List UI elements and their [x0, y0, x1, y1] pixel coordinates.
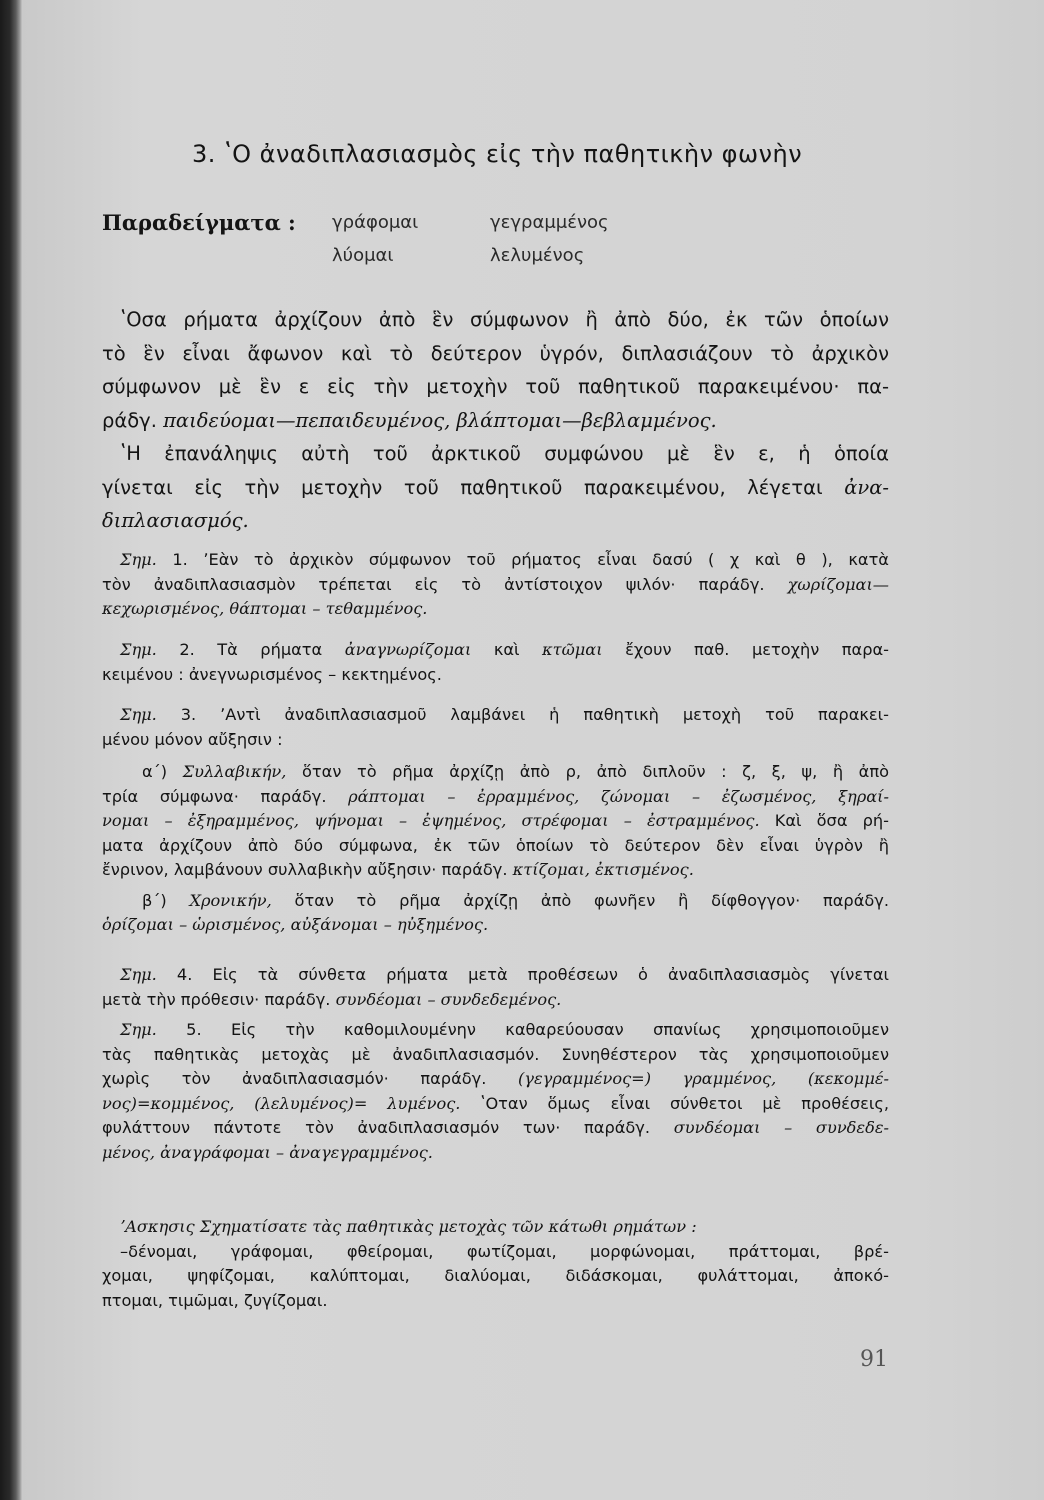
note-label: Σημ. [120, 640, 157, 659]
text-run: 4. Εἰς τὰ σύνθετα ρήματα μετὰ προθέσεων ὁ ἀναδιπλασιασμὸς γίνεται [176, 965, 889, 984]
text-line [102, 809, 889, 834]
example-italic: ἀναγνωρίζομαι [344, 640, 472, 659]
page-number: 91 [860, 1347, 888, 1372]
term-italic: Χρονικήν, [189, 890, 272, 910]
text-line [102, 963, 889, 988]
text-run: Καὶ ὅσα ρή- [759, 811, 889, 830]
text-line [102, 504, 889, 538]
text-line [102, 1067, 889, 1092]
text-line [102, 404, 889, 438]
text-line [102, 597, 889, 622]
text-line [102, 471, 889, 505]
text-run: τὸν ἀναδιπλασιασμὸν τρέπεται εἰς τὸ ἀντίστοιχον ψιλόν· παράδγ. [102, 574, 788, 594]
text-run: 3. ʼΑντὶ ἀναδιπλασιασμοῦ λαμβάνει ἡ παθητικὴ μετοχὴ τοῦ παρακει- [180, 705, 889, 724]
text-line [102, 760, 889, 785]
text-run: ʽΟταν ὅμως εἶναι σύνθετοι μὲ προθέσεις, [460, 1093, 889, 1113]
example-participle-2: λελυμένος [490, 245, 585, 266]
example-italic: κεχωρισμένος, θάπτομαι – τεθαμμένος. [102, 599, 428, 618]
note-1 [102, 548, 889, 622]
list-marker: α΄) [142, 762, 183, 781]
term-italic: διπλασιασμός. [102, 509, 249, 532]
text-run: ὅταν τὸ ρῆμα ἀρχίζῃ ἀπὸ φωνῆεν ἢ δίφθογγον· παράδγ. [271, 890, 889, 910]
text-line: τὰς παθητικὰς μετοχὰς μὲ ἀναδιπλασιασμόν. Συνηθέστερον τὰς χρησιμοποιοῦμεν [102, 1044, 889, 1064]
text-run: ἔνρινον, λαμβάνουν συλλαβικὴν αὔξησιν· παράδγ. [102, 860, 513, 879]
section-heading: 3. ʽΟ ἀναδιπλασιασμὸς εἰς τὴν παθητικὴν φωνὴν [192, 140, 803, 168]
text-line: μένου μόνον αὔξησιν : [102, 729, 283, 749]
term-italic: ἀνα- [844, 475, 889, 499]
note-2 [102, 638, 889, 687]
text-line: –δένομαι, γράφομαι, φθείρομαι, φωτίζομαι, μορφώνομαι, πράττομαι, βρέ- [120, 1241, 889, 1261]
text-run: τρία σύμφωνα· παράδγ. [102, 786, 349, 806]
text-run: 1. ʼΕὰν τὸ ἀρχικὸν σύμφωνον τοῦ ρήματος εἶναι δασύ ( χ καὶ θ ), κατὰ [172, 550, 889, 569]
example-italic: συνδέομαι – συνδεδεμένος. [335, 989, 562, 1009]
book-page [22, 0, 1044, 1500]
text-line [102, 1092, 889, 1117]
text-line [102, 573, 889, 598]
example-present-2: λύομαι [332, 245, 394, 266]
text-line: πτομαι, τιμῶμαι, ζυγίζομαι. [102, 1290, 328, 1310]
text-run: μετὰ τὴν πρόθεσιν· παράδγ. [102, 989, 336, 1009]
term-italic: Συλλαβικήν, [182, 762, 287, 781]
exercise-heading: ʼΑσκησις Σχηματίσατε τὰς παθητικὰς μετοχὰς τῶν κάτωθι ρημάτων : [120, 1217, 697, 1236]
example-italic: παιδεύομαι—πεπαιδευμένος, βλάπτομαι—βεβλαμμένος. [163, 408, 717, 432]
definition-paragraph [102, 437, 889, 538]
note-label: Σημ. [120, 705, 157, 724]
text-run: 5. Εἰς τὴν καθομιλουμένην καθαρεύουσαν σπανίως χρησιμοποιοῦμεν [186, 1020, 889, 1039]
example-participle-1: γεγραμμένος [490, 212, 609, 233]
text-line [102, 1116, 889, 1141]
examples-label: Παραδείγματα : [102, 210, 296, 235]
example-italic: (γεγραμμένος=) γραμμένος, (κεκομμέ- [517, 1069, 889, 1088]
text-run: χωρὶς τὸν ἀναδιπλασιασμόν· παράδγ. [102, 1069, 518, 1088]
note-label: Σημ. [120, 965, 157, 984]
example-italic: νος)=κομμένος, (λελυμένος)= λυμένος. [102, 1093, 461, 1113]
text-line [102, 785, 889, 810]
text-run: ράδγ. [102, 408, 164, 432]
example-present-1: γράφομαι [332, 212, 419, 233]
book-spine-shadow [0, 0, 22, 1500]
text-line: τὸ ἓν εἶναι ἄφωνον καὶ τὸ δεύτερον ὑγρόν, διπλασιάζουν τὸ ἀρχικὸν [102, 341, 889, 365]
example-italic: ράπτομαι – ἐρραμμένος, ζώνομαι – ἐζωσμένος, ξηραί- [348, 786, 889, 806]
example-italic: κτίζομαι, ἐκτισμένος. [512, 860, 694, 879]
note-3 [102, 703, 889, 938]
text-line [102, 548, 889, 573]
example-italic: μένος, ἀναγράφομαι – ἀναγεγραμμένος. [102, 1142, 433, 1162]
text-run: ὅταν τὸ ρῆμα ἀρχίζῃ ἀπὸ ρ, ἀπὸ διπλοῦν : ζ, ξ, ψ, ἢ ἀπὸ [286, 762, 889, 781]
text-line: σύμφωνον μὲ ἓν ε εἰς τὴν μετοχὴν τοῦ παθητικοῦ παρακειμένου· πα- [102, 375, 889, 398]
note-4 [102, 963, 889, 1012]
note-label: Σημ. [120, 1020, 157, 1039]
text-line: ʽΗ ἐπανάληψις αὐτὴ τοῦ ἀρκτικοῦ συμφώνου μὲ ἓν ε, ἡ ὁποία [120, 442, 889, 465]
example-italic: νομαι – ἐξηραμμένος, ψήνομαι – ἐψημένος, στρέφομαι – ἐστραμμένος. [102, 811, 760, 830]
text-run: καὶ [471, 640, 543, 659]
text-line [102, 889, 889, 914]
text-line: ματα ἀρχίζουν ἀπὸ δύο σύμφωνα, ἐκ τῶν ὁποίων τὸ δεύτερον δὲν εἶναι ὑγρὸν ἢ [102, 835, 889, 855]
text-line: ʽΟσα ρήματα ἀρχίζουν ἀπὸ ἓν σύμφωνον ἢ ἀπὸ δύο, ἐκ τῶν ὁποίων [120, 308, 889, 331]
example-italic: συνδέομαι – συνδεδε- [673, 1118, 889, 1137]
text-run: ἔχουν παθ. μετοχὴν παρα- [602, 640, 889, 659]
text-line [102, 1141, 889, 1166]
list-marker: β΄) [142, 890, 190, 910]
rule-paragraph [102, 303, 889, 437]
example-italic: χωρίζομαι— [787, 574, 889, 594]
text-line [102, 638, 889, 663]
text-line: κειμένου : ἀνεγνωρισμένος – κεκτημένος. [102, 664, 442, 684]
example-italic: κτῶμαι [542, 640, 603, 659]
text-line [102, 913, 889, 938]
text-run: 2. Τὰ ρήματα [179, 640, 345, 659]
note-5 [102, 1018, 889, 1165]
text-line [102, 858, 889, 883]
text-line: χομαι, ψηφίζομαι, καλύπτομαι, διαλύομαι, διδάσκομαι, φυλάττομαι, ἀποκό- [102, 1266, 889, 1285]
text-line [102, 703, 889, 728]
text-run: φυλάττουν πάντοτε τὸν ἀναδιπλασιασμόν των· παράδγ. [102, 1118, 674, 1137]
text-run: γίνεται εἰς τὴν μετοχὴν τοῦ παθητικοῦ παρακειμένου, λέγεται [102, 475, 823, 499]
text-line [102, 988, 889, 1013]
exercise [102, 1215, 889, 1313]
note-label: Σημ. [120, 550, 157, 569]
text-line [102, 1018, 889, 1043]
example-italic: ὁρίζομαι – ὡρισμένος, αὐξάνομαι – ηὐξημένος. [102, 915, 489, 934]
